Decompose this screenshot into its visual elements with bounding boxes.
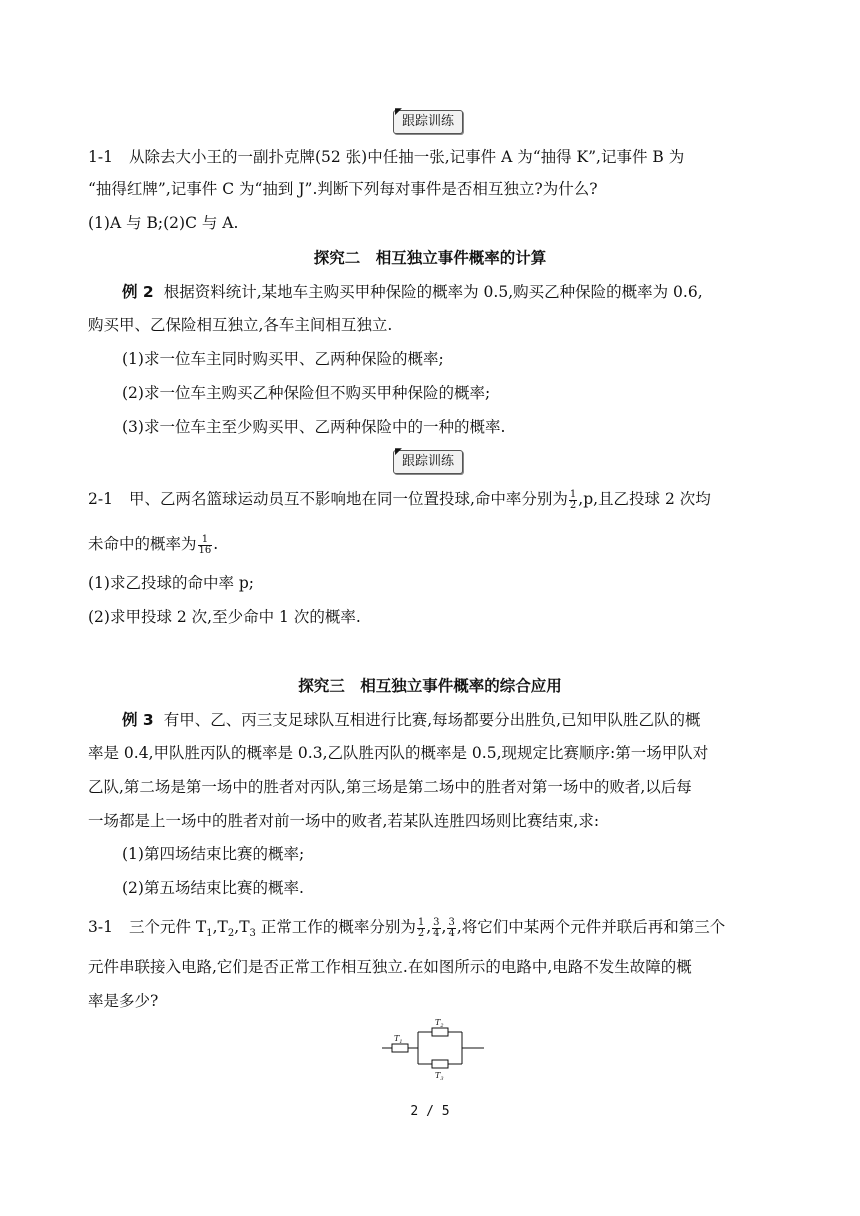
fraction: $\frac{1}{2}$ [569,488,577,511]
fraction: $\frac{1}{16}$ [198,533,212,556]
resistor-t2 [432,1028,448,1036]
example-label: 例 2 [122,283,154,301]
resistor-t3 [432,1060,448,1068]
label-t1: $T_1$ [394,1034,403,1045]
example-3-line2: 率是 0.4,甲队胜丙队的概率是 0.3,乙队胜丙队的概率是 0.5,现规定比赛顺序:第一场甲队对 [88,744,709,762]
circuit-diagram [380,1016,490,1086]
problem-3-1-line3: 率是多少? [88,992,159,1010]
fraction: $\frac{3}{4}$ [448,916,455,939]
problem-2-1-line1: 2-1 甲、乙两名篮球运动员互不影响地在同一位置投球,命中率分别为 $\frac{1}{2}$ ,p,且乙投球 2 次均 [88,488,711,511]
problem-1-1-line1: 1-1 从除去大小王的一副扑克牌(52 张)中任抽一张,记事件 A 为“抽得 K”,记事件 B 为 [88,148,685,166]
badge-corner-icon: ◤ [395,447,402,457]
follow-training-badge: ◤ 跟踪训练 [393,450,463,474]
badge-corner-icon: ◤ [395,107,402,117]
problem-2-1-q2: (2)求甲投球 2 次,至少命中 1 次的概率. [88,608,361,626]
example-3-line3: 乙队,第二场是第一场中的胜者对丙队,第三场是第二场中的胜者对第一场中的败者,以后每 [88,778,692,796]
fraction: $\frac{3}{4}$ [433,916,440,939]
problem-number: 3-1 [88,918,113,936]
example-3-q2: (2)第五场结束比赛的概率. [122,879,304,897]
problem-2-1-q1: (1)求乙投球的命中率 p; [88,574,255,592]
problem-3-1-line1: 3-1 三个元件 $T_1,T_2,T_3$ 正常工作的概率分别为 $\frac{1}{2}$ , $\frac{3}{4}$ , $\frac{3}{4}$ ,将它们中某两个元件并联后再和第三个 [88,916,726,940]
resistor-t1 [392,1044,408,1052]
fraction: $\frac{1}{2}$ [417,916,425,939]
example-3-q1: (1)第四场结束比赛的概率; [122,845,305,863]
label-t2: $T_2$ [435,1018,444,1029]
section-2-title: 探究二 相互独立事件概率的计算 [313,249,547,267]
follow-training-badge: ◤ 跟踪训练 [393,110,463,134]
problem-2-1-line2: 未命中的概率为 $\frac{1}{16}$ . [88,533,219,556]
problem-3-1-line2: 元件串联接入电路,它们是否正常工作相互独立.在如图所示的电路中,电路不发生故障的概 [88,958,692,976]
example-2-line1: 例 2 根据资料统计,某地车主购买甲种保险的概率为 0.5,购买乙种保险的概率为 0.6, [122,283,703,301]
label-t3: $T_3$ [435,1071,444,1082]
section-3-title: 探究三 相互独立事件概率的综合应用 [298,677,562,695]
example-label: 例 3 [122,711,154,729]
example-2-line2: 购买甲、乙保险相互独立,各车主间相互独立. [88,316,393,334]
example-2-q2: (2)求一位车主购买乙种保险但不购买甲种保险的概率; [122,384,491,402]
example-3-line4: 一场都是上一场中的胜者对前一场中的败者,若某队连胜四场则比赛结束,求: [88,812,600,830]
problem-number: 2-1 [88,490,113,508]
example-3-line1: 例 3 有甲、乙、丙三支足球队互相进行比赛,每场都要分出胜负,已知甲队胜乙队的概 [122,711,701,729]
example-2-q1: (1)求一位车主同时购买甲、乙两种保险的概率; [122,350,444,368]
problem-1-1-line3: (1)A 与 B;(2)C 与 A. [88,214,239,232]
page-number: 2 / 5 [410,1104,450,1119]
problem-1-1-line2: “抽得红牌”,记事件 C 为“抽到 J”.判断下列每对事件是否相互独立?为什么? [88,180,598,198]
example-2-q3: (3)求一位车主至少购买甲、乙两种保险中的一种的概率. [122,418,506,436]
problem-number: 1-1 [88,148,113,166]
